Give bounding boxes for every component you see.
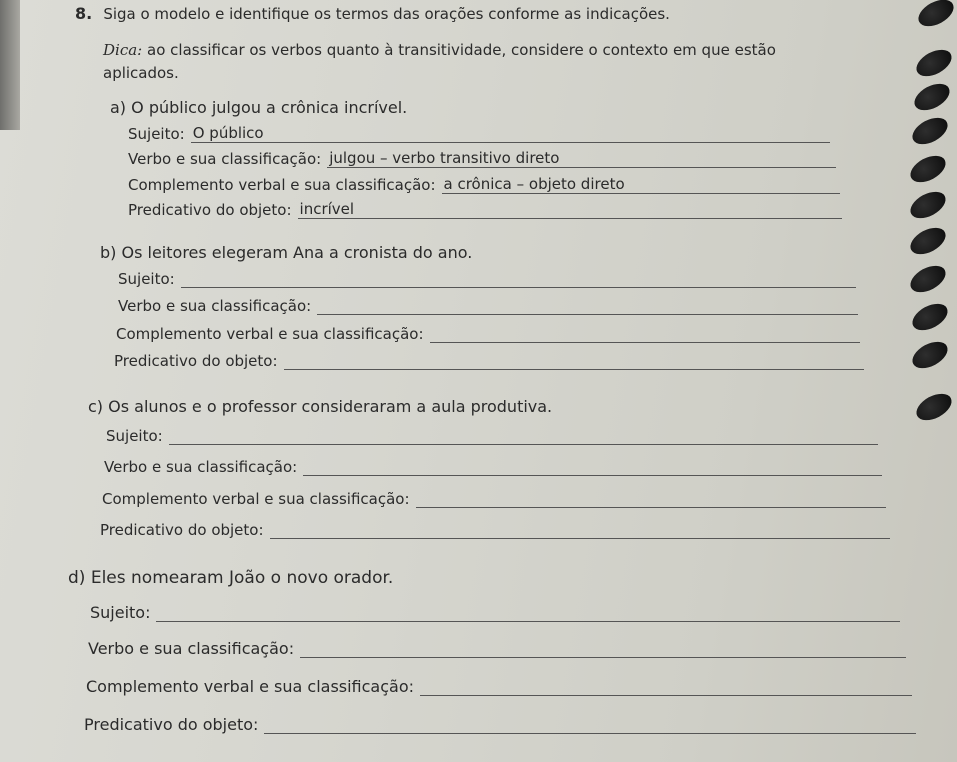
answer-line[interactable]: [416, 491, 886, 508]
item-b-verb-row: [118, 297, 858, 315]
item-sentence: O público julgou a crônica incrível.: [131, 98, 408, 117]
answer-line: [627, 177, 840, 194]
verb-answer: julgou – verbo transitivo direto: [329, 149, 560, 167]
item-sentence: Eles nomearam João o novo orador.: [90, 568, 394, 588]
answer-line[interactable]: [317, 298, 858, 315]
tip-text-1: ao classificar os verbos quanto à transitividade, considere o contexto em que estão: [147, 41, 776, 59]
answer-line[interactable]: [430, 326, 860, 343]
item-b-predicative-row: [114, 352, 864, 370]
tip-line-1: [103, 41, 776, 59]
answer-line[interactable]: [300, 641, 906, 658]
complement-answer: a crônica – objeto direto: [443, 175, 625, 193]
complement-label: Complemento verbal e sua classificação:: [116, 325, 424, 343]
predicative-answer: incrível: [299, 200, 355, 218]
predicative-label: Predicativo do objeto:: [114, 352, 278, 370]
subject-label: Sujeito:: [118, 270, 175, 288]
item-a-subject-row: [128, 124, 830, 143]
answer-line[interactable]: [420, 679, 912, 696]
answer-line[interactable]: [169, 428, 878, 445]
item-d-complement-row: [86, 677, 912, 696]
question-instruction: Siga o modelo e identifique os termos das orações conforme as indicações.: [103, 5, 670, 23]
previous-page-edge: [0, 0, 20, 130]
verb-label: Verbo e sua classificação:: [118, 297, 312, 315]
item-c-complement-row: [102, 490, 886, 508]
question-header: [75, 4, 670, 23]
subject-label: Sujeito:: [128, 125, 185, 143]
item-a-title: [110, 98, 407, 117]
predicative-label: Predicativo do objeto:: [100, 521, 264, 539]
verb-label: Verbo e sua classificação:: [88, 639, 295, 658]
item-b-subject-row: [118, 270, 856, 288]
subject-answer: O público: [192, 124, 264, 142]
question-number: 8.: [75, 4, 93, 23]
item-b-complement-row: [116, 325, 860, 343]
answer-line[interactable]: [284, 353, 864, 370]
answer-line[interactable]: [270, 522, 890, 539]
item-d-verb-row: [88, 639, 906, 658]
complement-label: Complemento verbal e sua classificação:: [128, 176, 436, 194]
item-d-predicative-row: [84, 715, 916, 734]
answer-line[interactable]: [303, 459, 882, 476]
item-a-verb-row: [128, 149, 836, 168]
answer-line[interactable]: [181, 271, 856, 288]
item-sentence: Os alunos e o professor consideraram a aula produtiva.: [108, 397, 553, 416]
answer-line: [356, 202, 842, 219]
item-c-predicative-row: [100, 521, 890, 539]
item-c-verb-row: [104, 458, 882, 476]
subject-label: Sujeito:: [106, 427, 163, 445]
item-c-subject-row: [106, 427, 878, 445]
answer-line: [266, 126, 830, 143]
item-letter: d): [68, 568, 86, 588]
verb-label: Verbo e sua classificação:: [128, 150, 322, 168]
tip-label: Dica:: [103, 41, 143, 59]
verb-label: Verbo e sua classificação:: [104, 458, 298, 476]
tip-text-2: aplicados.: [103, 64, 179, 82]
predicative-label: Predicativo do objeto:: [84, 715, 259, 734]
answer-line[interactable]: [264, 717, 916, 734]
item-letter: a): [110, 98, 127, 117]
item-d-subject-row: [90, 603, 900, 622]
item-letter: b): [100, 243, 117, 262]
answer-line[interactable]: [156, 605, 900, 622]
complement-label: Complemento verbal e sua classificação:: [102, 490, 410, 508]
complement-label: Complemento verbal e sua classificação:: [86, 677, 415, 696]
predicative-label: Predicativo do objeto:: [128, 201, 292, 219]
item-b-title: [100, 243, 472, 262]
item-a-predicative-row: [128, 200, 842, 219]
item-d-title: [68, 568, 393, 588]
item-a-complement-row: [128, 175, 840, 194]
subject-label: Sujeito:: [90, 603, 151, 622]
item-sentence: Os leitores elegeram Ana a cronista do ano.: [121, 243, 473, 262]
item-c-title: [88, 397, 552, 416]
item-letter: c): [88, 397, 104, 416]
answer-line: [561, 151, 836, 168]
